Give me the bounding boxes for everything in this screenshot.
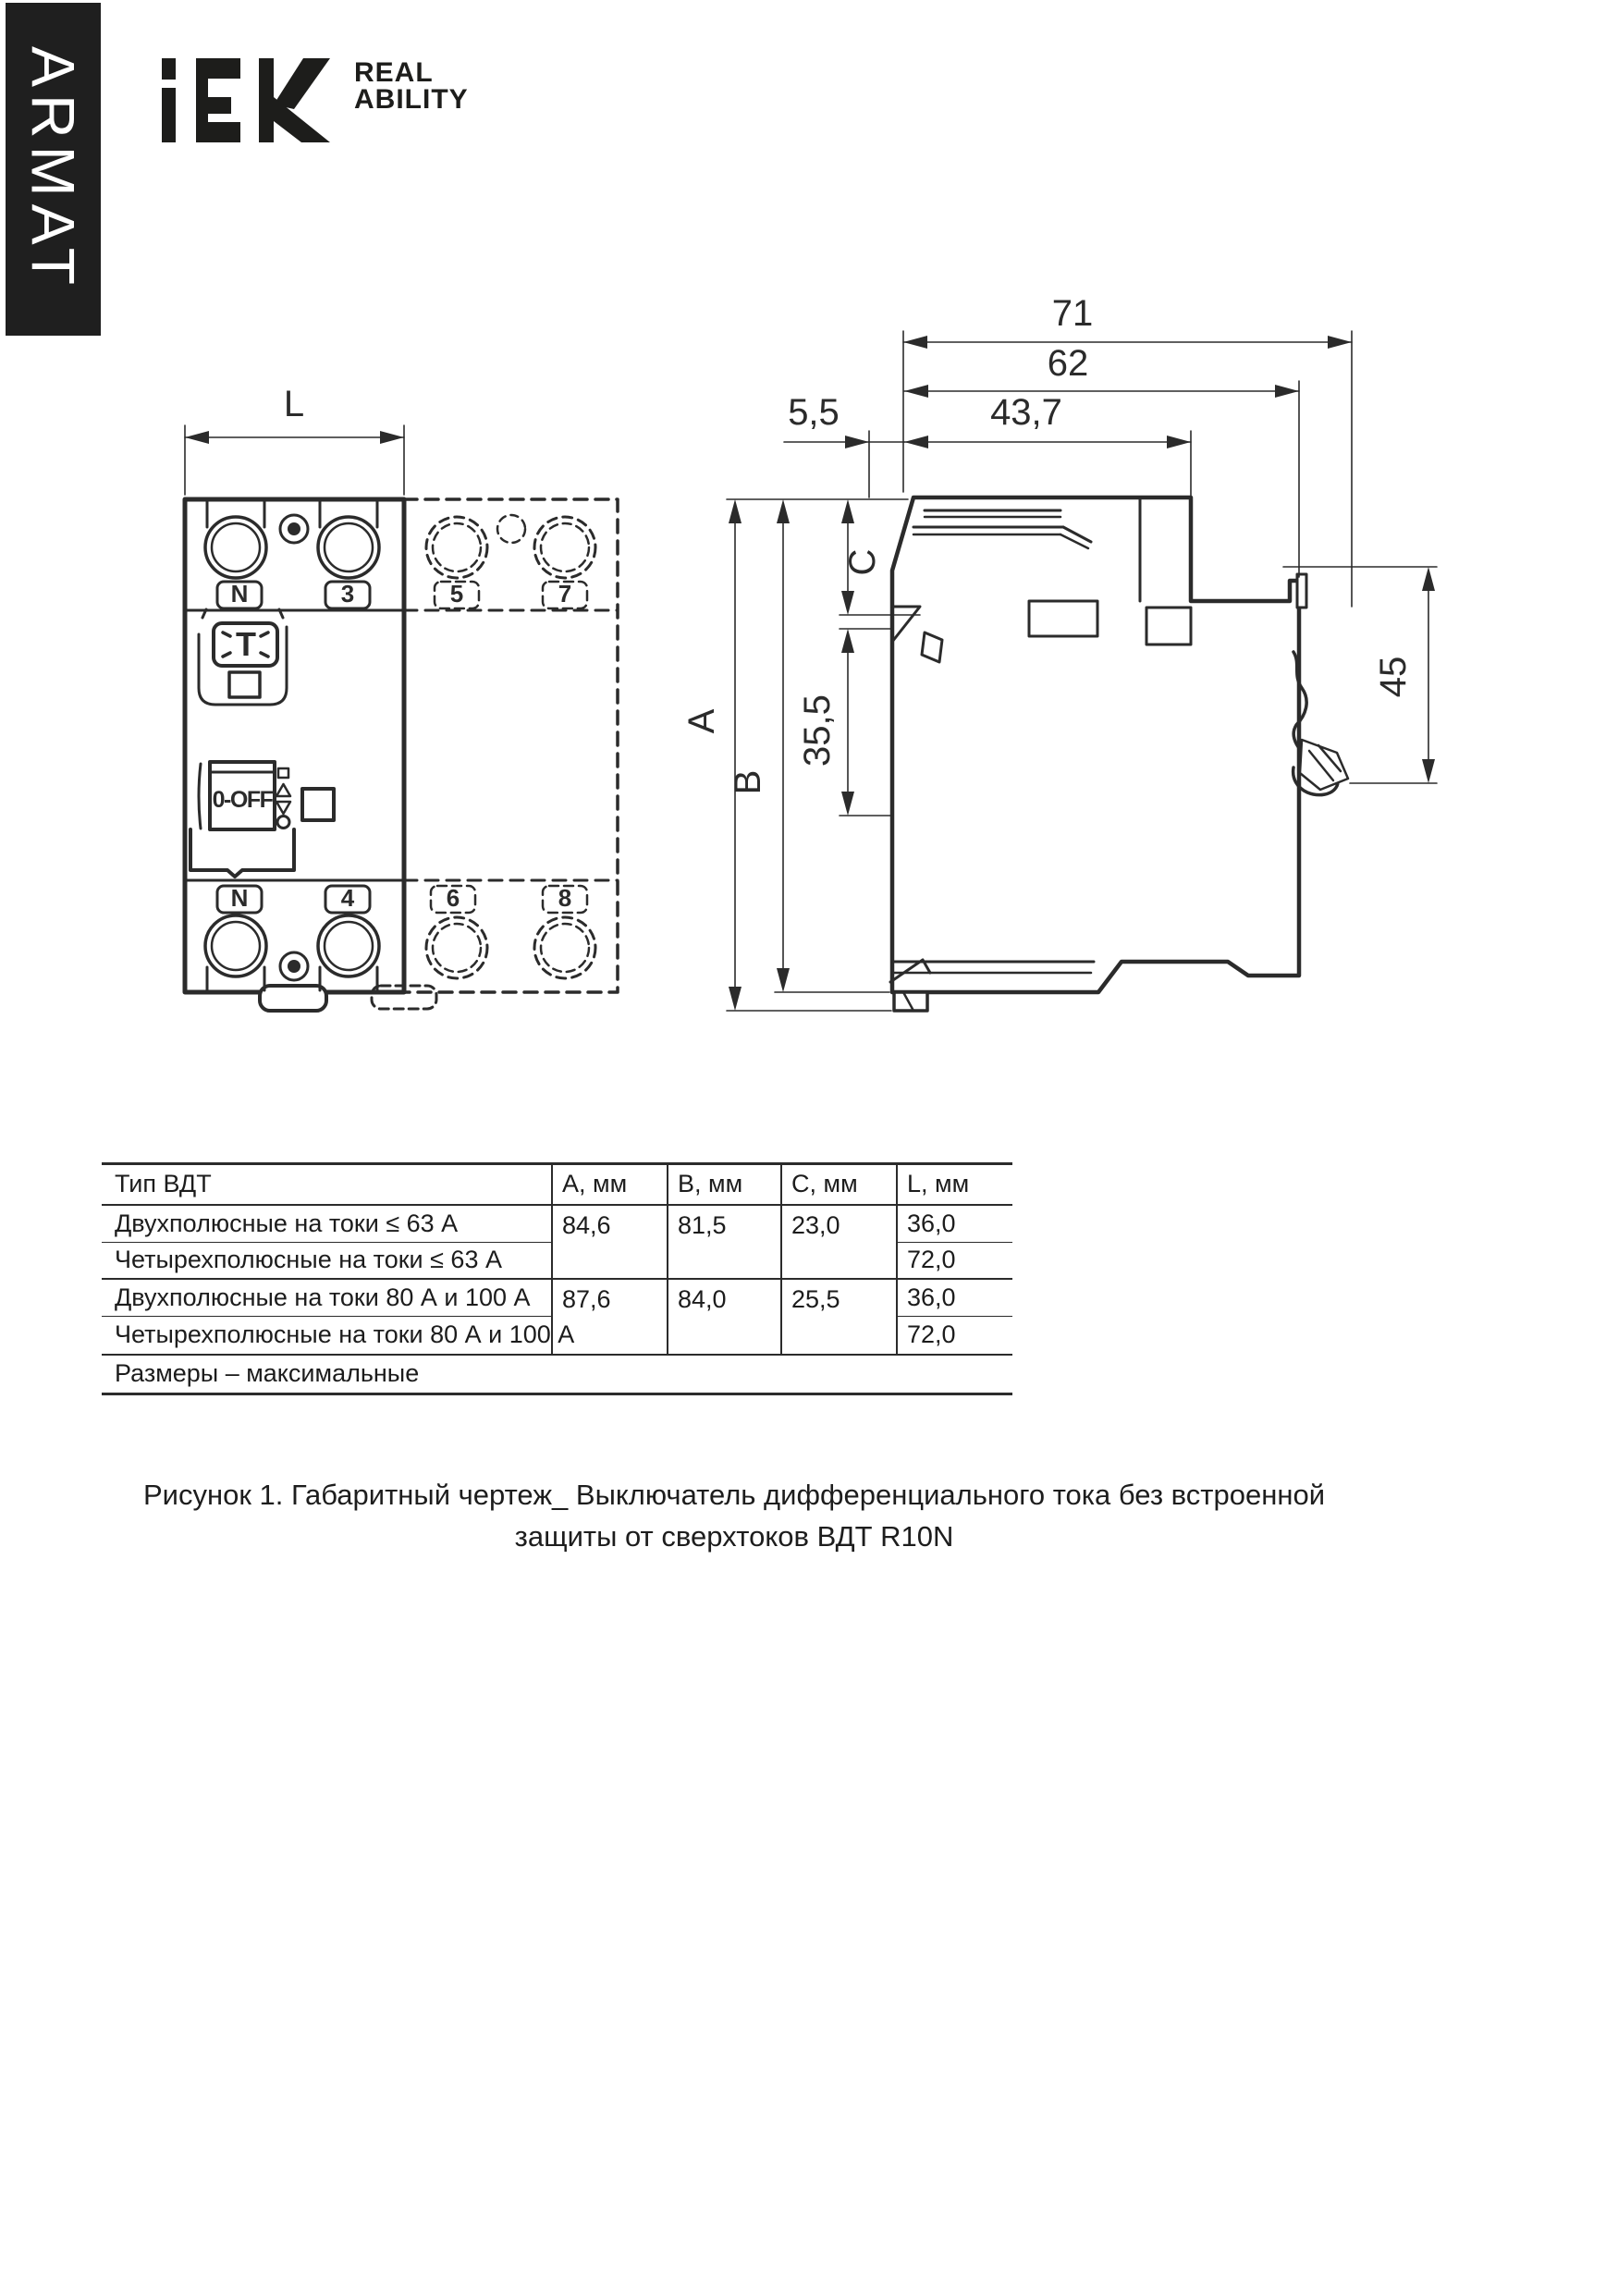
- dashed-module-outline: [372, 499, 618, 1009]
- logo-tagline-line1: REAL: [354, 57, 434, 88]
- dimension-L: [185, 384, 404, 495]
- table-cell-c: 23,0: [782, 1206, 898, 1280]
- dim-label-35-5: 35,5: [797, 694, 838, 767]
- front-view-drawing: [185, 384, 618, 1011]
- terminal-label-3: 3: [340, 580, 355, 608]
- dimension-5-5: [784, 392, 904, 497]
- dim-label-B: B: [728, 769, 768, 795]
- dim-label-C: C: [842, 548, 883, 576]
- dim-label-L: L: [283, 384, 305, 424]
- dim-label-45: 45: [1373, 656, 1414, 698]
- logo-tagline-line2: ABILITY: [354, 84, 469, 115]
- table-cell-b: 84,0: [668, 1280, 782, 1356]
- terminal-label-n-top: N: [230, 580, 249, 608]
- terminal-label-4: 4: [340, 884, 355, 912]
- table-cell-type: Четырехполюсные на токи 80 А и 100 А: [102, 1317, 553, 1356]
- table-header-c: C, мм: [782, 1165, 898, 1206]
- dimensions-table: [102, 1162, 1012, 1395]
- dimension-35-5: [797, 629, 892, 816]
- armat-brand-label: ARMAT: [18, 45, 88, 293]
- table-cell-b: 81,5: [668, 1206, 782, 1280]
- din-clip: [1293, 652, 1348, 795]
- table-header-l: L, мм: [898, 1165, 1012, 1206]
- terminal-label-8: 8: [558, 884, 572, 912]
- table-cell-a: 84,6: [553, 1206, 668, 1280]
- dim-label-62: 62: [1047, 343, 1089, 384]
- table-cell-c: 25,5: [782, 1280, 898, 1356]
- terminal-label-7: 7: [558, 580, 572, 608]
- test-button-label: T: [236, 625, 256, 663]
- table-footnote: Размеры – максимальные: [115, 1359, 420, 1388]
- table-cell-a: 87,6: [553, 1280, 668, 1356]
- terminal-label-5: 5: [449, 580, 464, 608]
- terminal-label-6: 6: [446, 884, 460, 912]
- figure-caption-line2: защиты от сверхтоков ВДТ R10N: [514, 1520, 954, 1553]
- dim-label-5-5: 5,5: [788, 392, 840, 433]
- dim-label-43-7: 43,7: [990, 392, 1062, 433]
- table-header-type: Тип ВДТ: [102, 1165, 553, 1206]
- table-cell-l: 72,0: [898, 1317, 1012, 1356]
- terminal-label-n-bottom: N: [230, 884, 249, 912]
- table-cell-l: 72,0: [898, 1243, 1012, 1280]
- table-cell-type: Двухполюсные на токи ≤ 63 А: [102, 1206, 553, 1243]
- dim-label-A: A: [681, 708, 722, 734]
- dim-label-71: 71: [1051, 293, 1094, 334]
- table-header-a: A, мм: [553, 1165, 668, 1206]
- side-view-drawing: [681, 293, 1437, 1011]
- table-cell-type: Двухполюсные на токи 80 А и 100 А: [102, 1280, 553, 1317]
- switch-label: 0-OFF: [212, 787, 273, 813]
- dimension-43-7: [904, 392, 1191, 499]
- table-cell-l: 36,0: [898, 1206, 1012, 1243]
- table-header-b: B, мм: [668, 1165, 782, 1206]
- table-cell-type: Четырехполюсные на токи ≤ 63 А: [102, 1243, 553, 1280]
- table-cell-l: 36,0: [898, 1280, 1012, 1317]
- figure-caption: [102, 1474, 1367, 1557]
- figure-caption-line1: Рисунок 1. Габаритный чертеж_ Выключатель дифференциального тока без встроенной: [142, 1479, 1326, 1511]
